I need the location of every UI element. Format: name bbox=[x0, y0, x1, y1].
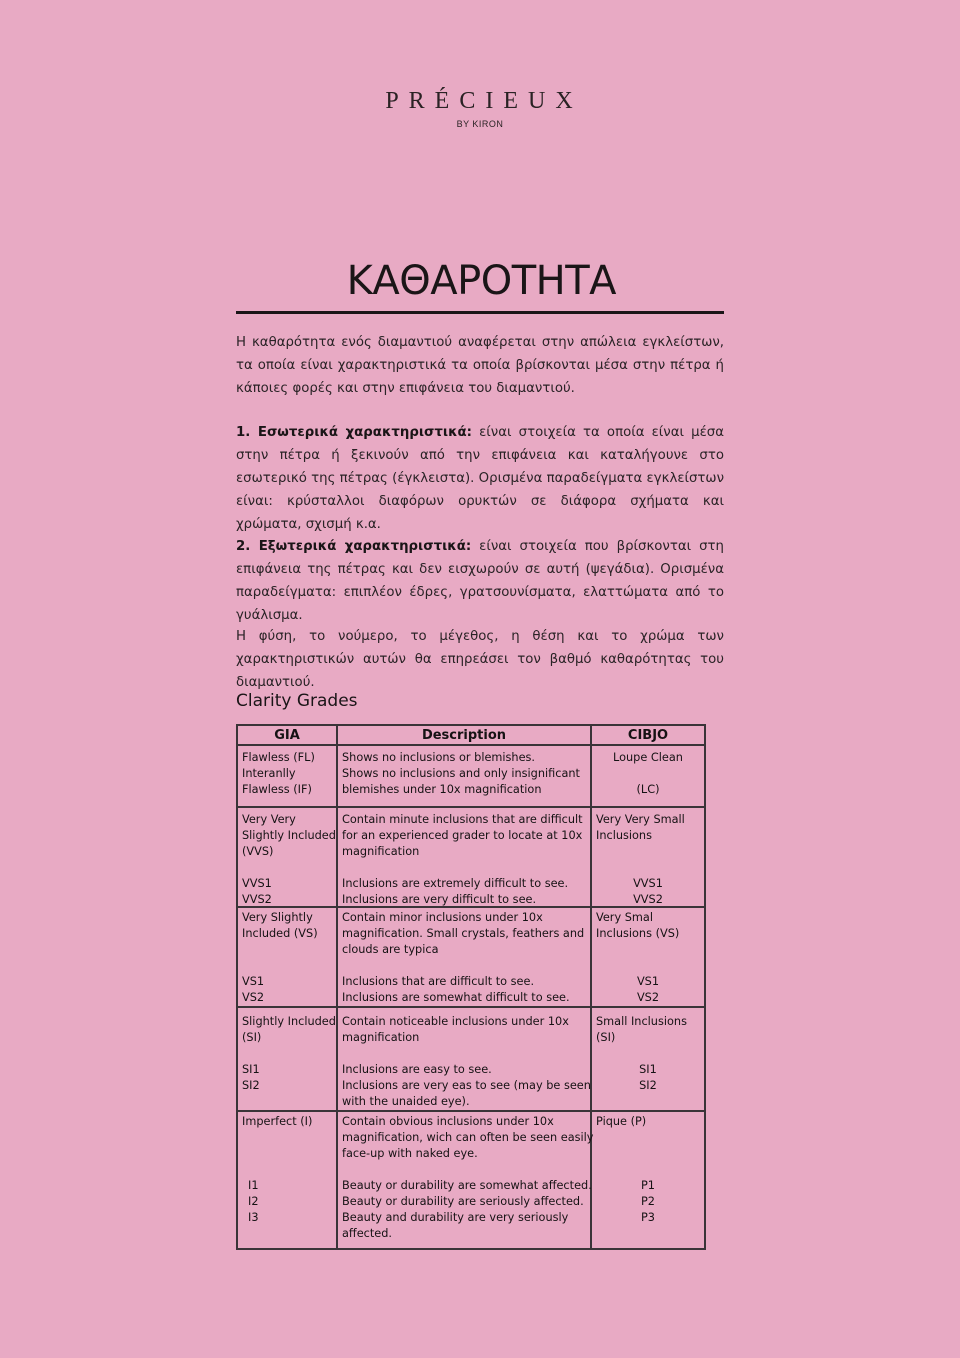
header-divider bbox=[238, 744, 704, 746]
cibjo-cell: P1 P2 P3 bbox=[641, 1179, 655, 1224]
row-divider bbox=[238, 1110, 704, 1112]
description-cell: Beauty or durability are somewhat affected. Beauty or durability are seriously affected. Beauty and durability are very seriously affected. bbox=[342, 1179, 592, 1240]
title-divider bbox=[236, 311, 724, 314]
description-cell: Contain obvious inclusions under 10x magnification, wich can often be seen easily face-up with naked eye. bbox=[342, 1115, 594, 1160]
gia-cell: Imperfect (I) bbox=[242, 1115, 313, 1128]
gia-cell: Very Slightly Included (VS) bbox=[242, 911, 318, 940]
brand-sub: BY KIRON bbox=[456, 119, 504, 129]
external-label: 2. Εξωτερικά χαρακτηριστικά: bbox=[236, 539, 472, 554]
gia-cell: Flawless (FL) Interanlly Flawless (IF) bbox=[242, 751, 315, 796]
header-gia: GIA bbox=[274, 728, 300, 743]
intro-paragraph: Η καθαρότητα ενός διαμαντιού αναφέρεται στην απώλεια εγκλείστων, τα οποία είναι χαρακτηριστικά τα οποία βρίσκονται μέσα στην πέτρα ή κάποιες φορές και στην επιφάνεια του διαμαντιού. bbox=[236, 335, 724, 396]
cibjo-cell: Very Very Small Inclusions bbox=[596, 813, 685, 842]
gia-cell: VVS1 VVS2 bbox=[242, 877, 272, 906]
description-cell: Contain minor inclusions under 10x magnification. Small crystals, feathers and clouds are typica bbox=[342, 911, 585, 956]
cibjo-cell: Very Smal Inclusions (VS) bbox=[596, 911, 680, 940]
page-title-wrap bbox=[236, 258, 724, 304]
header-cibjo: CIBJO bbox=[627, 728, 669, 743]
clarity-heading: Clarity Grades bbox=[236, 691, 358, 711]
description-cell: Contain noticeable inclusions under 10x magnification bbox=[342, 1015, 569, 1044]
gia-cell: I1 I2 I3 bbox=[248, 1179, 259, 1224]
description-cell: Inclusions are extremely difficult to see. Inclusions are very difficult to see. bbox=[342, 877, 569, 906]
gia-cell: Very Very Slightly Included (VVS) bbox=[242, 813, 336, 858]
internal-text: είναι στοιχεία τα οποία είναι μέσα στην πέτρα ή ξεκινούν από την επιφάνεια και καταλήγουνε στο εσωτερικό της πέτρας (έγκλειστα). Ορισμένα παραδείγματα εγκλείστων είναι: κρύσταλλοι διαφόρων ορυκτών σε διάφορα σχήματα και χρώματα, σχισμή κ.α. bbox=[236, 425, 724, 532]
cibjo-cell: VVS1 VVS2 bbox=[633, 877, 663, 906]
cibjo-cell: Small Inclusions (SI) bbox=[596, 1015, 687, 1044]
external-text: είναι στοιχεία που βρίσκονται στη επιφάνεια της πέτρας και δεν εισχωρούν σε αυτή (ψεγάδια). Ορισμένα παραδείγματα: επιπλέον έδρες, γρατσουνίσματα, ελαττώματα από το γυάλισμα. bbox=[236, 539, 724, 623]
gia-cell: VS1 VS2 bbox=[242, 975, 265, 1004]
description-cell: Inclusions are easy to see. Inclusions are very eas to see (may be seen with the unaided eye). bbox=[342, 1063, 591, 1108]
header-description: Description bbox=[421, 728, 507, 743]
row-divider bbox=[238, 1006, 704, 1008]
brand-name: PRÉCIEUX bbox=[385, 88, 583, 114]
gia-cell: Slightly Included (SI) bbox=[242, 1015, 336, 1044]
closing-paragraph: Η φύση, το νούμερο, το μέγεθος, η θέση και το χρώμα των χαρακτηριστικών αυτών θα επηρεάσει τον βαθμό καθαρότητας του διαμαντιού. bbox=[236, 629, 724, 690]
internal-paragraph bbox=[236, 421, 724, 536]
cibjo-cell: SI1 SI2 bbox=[639, 1063, 657, 1092]
cibjo-cell: VS1 VS2 bbox=[636, 975, 660, 1004]
brand-logo bbox=[0, 88, 960, 129]
description-cell: Inclusions that are difficult to see. Inclusions are somewhat difficult to see. bbox=[342, 975, 570, 1004]
page-title: ΚΑΘΑΡΟΤΗΤΑ bbox=[346, 258, 616, 304]
internal-label: 1. Εσωτερικά χαρακτηριστικά: bbox=[236, 425, 472, 440]
row-divider bbox=[238, 806, 704, 808]
gia-cell: SI1 SI2 bbox=[242, 1063, 260, 1092]
description-cell: Contain minute inclusions that are difficult for an experienced grader to locate at 10x magnification bbox=[342, 813, 583, 858]
description-cell: Shows no inclusions or blemishes. Shows no inclusions and only insignificant blemishes under 10x magnification bbox=[342, 751, 580, 796]
external-paragraph bbox=[236, 535, 724, 627]
cibjo-cell: Pique (P) bbox=[596, 1115, 647, 1128]
clarity-grades-table bbox=[236, 724, 706, 1250]
column-divider bbox=[336, 726, 338, 1248]
cibjo-cell: Loupe Clean (LC) bbox=[613, 751, 683, 796]
